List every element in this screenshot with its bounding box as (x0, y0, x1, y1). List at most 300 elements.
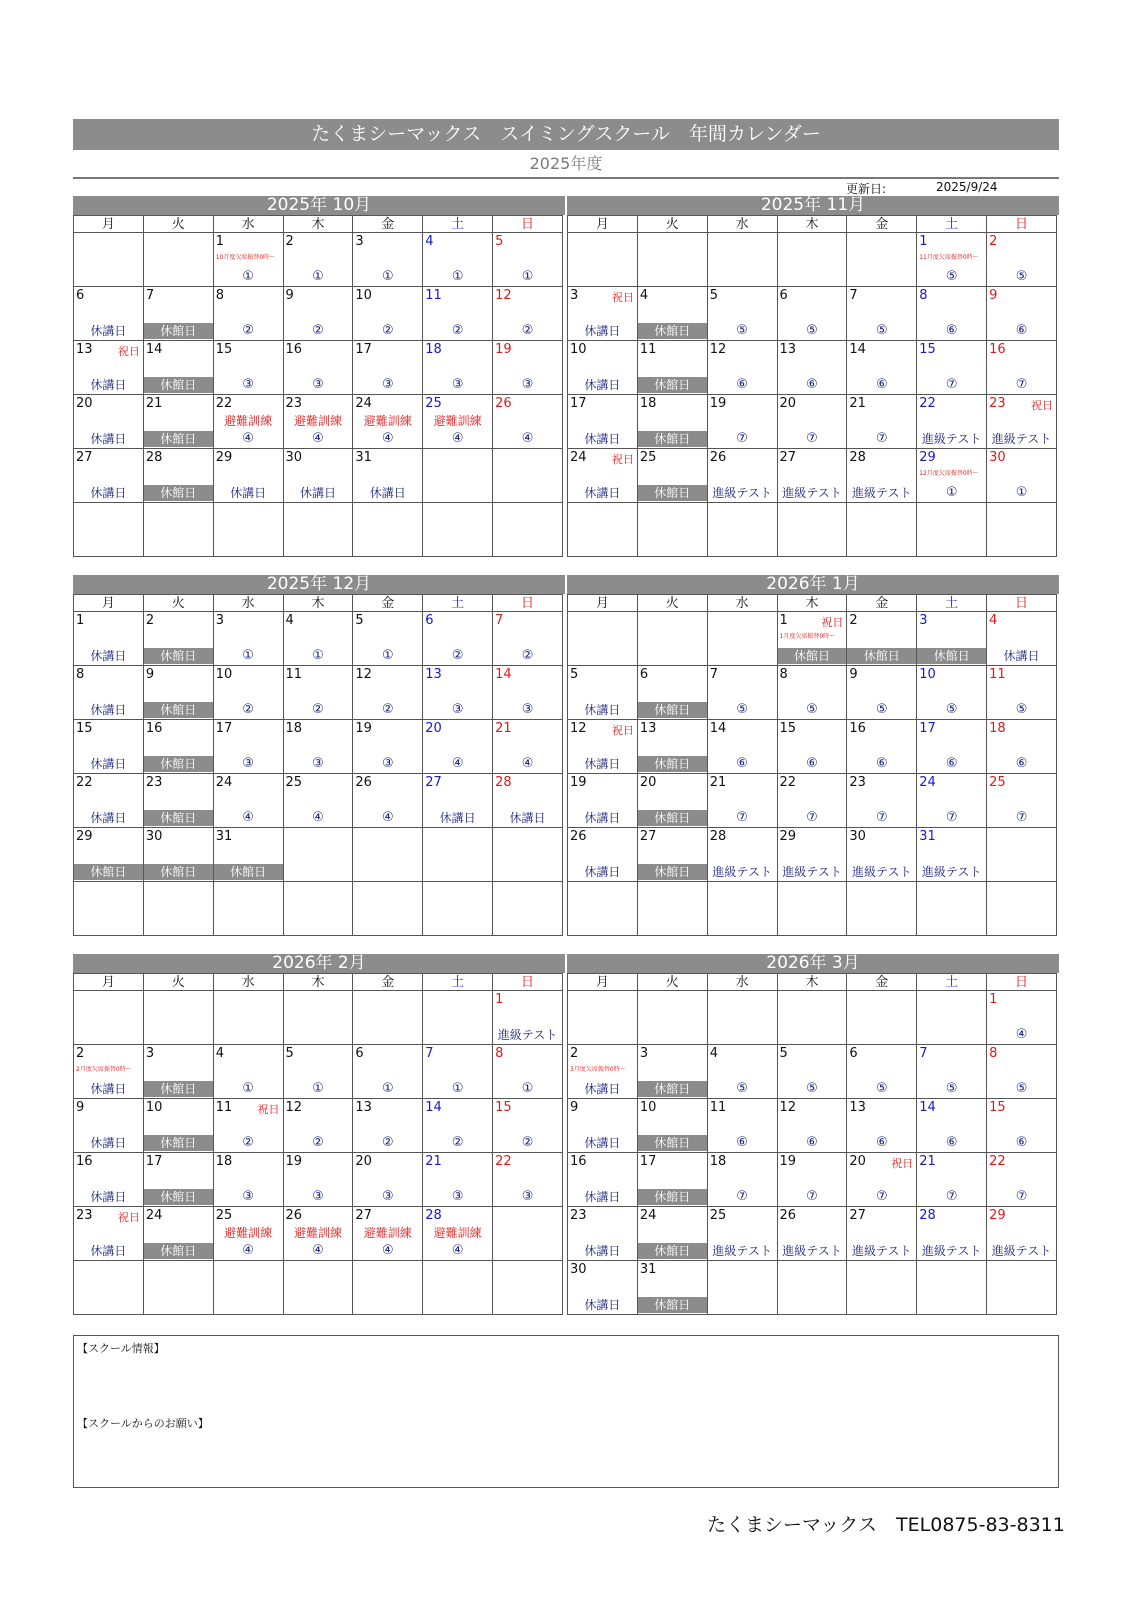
lesson-status: 進級テスト (712, 865, 772, 879)
day-cell (568, 1207, 638, 1261)
day-cell (283, 395, 353, 449)
weekday-header: 水 (707, 595, 777, 612)
lesson-status: 進級テスト (921, 432, 982, 446)
day-cell (777, 449, 847, 503)
empty-day-cell (637, 503, 707, 557)
day-cell (637, 828, 707, 882)
lesson-week-number: ④ (381, 431, 394, 446)
day-cell (213, 1045, 283, 1099)
day-number: 31 (215, 829, 233, 844)
day-cell (213, 341, 283, 395)
lesson-week-number: ④ (312, 1243, 324, 1258)
lesson-status: 進級テスト (852, 865, 912, 879)
day-number: 1 (215, 234, 224, 249)
day-number: 20 (355, 1154, 372, 1169)
lesson-week-number: ③ (242, 1189, 254, 1204)
day-cell (213, 449, 283, 503)
day-cell (917, 233, 987, 287)
day-cell (847, 612, 917, 666)
lesson-week-number: ④ (381, 810, 394, 825)
day-number: 8 (989, 1046, 998, 1061)
day-cell (493, 720, 563, 774)
lesson-status: 休講日 (584, 1298, 621, 1312)
holiday-marker: 祝日 (891, 1157, 914, 1170)
day-number: 27 (425, 775, 442, 790)
day-number: 4 (425, 234, 434, 249)
day-cell (74, 1045, 144, 1099)
day-number: 7 (495, 613, 504, 628)
day-number: 13 (76, 342, 93, 357)
lesson-week-number: ③ (521, 377, 534, 392)
lesson-week-number: ③ (521, 702, 534, 717)
empty-day-cell (493, 828, 563, 882)
day-number: 14 (709, 721, 727, 736)
month-calendar (567, 196, 1059, 557)
day-number: 21 (425, 1154, 442, 1169)
day-cell (353, 341, 423, 395)
lesson-week-number: ④ (521, 756, 534, 771)
day-number: 4 (639, 288, 649, 303)
day-cell (847, 341, 917, 395)
weekday-header: 水 (213, 216, 283, 233)
week-row (568, 395, 1057, 449)
weekday-header: 火 (143, 974, 213, 991)
day-number: 11 (709, 1100, 727, 1115)
month-title: 2026年 1月 (567, 575, 1059, 594)
day-number: 5 (495, 234, 504, 249)
closed-day-label: 休館日 (638, 431, 707, 447)
day-number: 22 (215, 396, 233, 411)
day-number: 8 (215, 288, 224, 303)
lesson-week-number: ⑤ (875, 702, 888, 717)
day-number: 20 (76, 396, 93, 411)
lesson-status: 休講日 (90, 1082, 127, 1096)
empty-day-cell (568, 503, 638, 557)
day-number: 4 (709, 1046, 718, 1061)
day-cell (423, 341, 493, 395)
evacuation-drill-event: 避難訓練 (433, 414, 482, 428)
day-cell (987, 341, 1057, 395)
week-row (74, 1099, 563, 1153)
empty-day-cell (777, 1261, 847, 1315)
day-number: 14 (145, 342, 163, 357)
day-number: 26 (779, 1208, 797, 1223)
lesson-week-number: ④ (242, 431, 254, 446)
day-cell (423, 395, 493, 449)
day-cell (423, 774, 493, 828)
day-cell (917, 395, 987, 449)
weekday-header: 土 (917, 595, 987, 612)
holiday-marker: 祝日 (611, 291, 634, 304)
lesson-status: 休講日 (584, 486, 621, 500)
day-cell (568, 828, 638, 882)
empty-day-cell (987, 828, 1057, 882)
lesson-status: 休講日 (509, 811, 546, 825)
lesson-status: 進級テスト (852, 486, 912, 500)
weekday-header: 金 (847, 216, 917, 233)
day-cell (777, 720, 847, 774)
day-number: 19 (355, 721, 372, 736)
closed-day-label: 休館日 (144, 377, 213, 393)
day-cell (74, 341, 144, 395)
day-number: 28 (849, 450, 866, 465)
day-number: 27 (76, 450, 93, 465)
lesson-status: 休講日 (584, 324, 621, 338)
day-cell (637, 341, 707, 395)
day-number: 16 (989, 342, 1006, 357)
weekday-header-row (568, 974, 1057, 991)
closed-day-label: 休館日 (74, 864, 143, 880)
day-cell (847, 1207, 917, 1261)
empty-day-cell (143, 1261, 213, 1315)
lesson-status: 進級テスト (921, 1244, 982, 1258)
lesson-week-number: ⑤ (945, 702, 958, 717)
day-number: 30 (849, 829, 866, 844)
weekday-header: 金 (353, 974, 423, 991)
day-number: 8 (919, 288, 928, 303)
day-cell (353, 720, 423, 774)
lesson-week-number: ⑥ (945, 323, 958, 338)
day-number: 16 (76, 1154, 93, 1169)
day-cell (213, 1153, 283, 1207)
month-table (73, 973, 563, 1315)
empty-day-cell (213, 503, 283, 557)
day-cell (987, 233, 1057, 287)
day-number: 1 (919, 234, 928, 249)
day-number: 13 (849, 1100, 866, 1115)
weekday-header-row (74, 595, 563, 612)
day-number: 18 (709, 1154, 727, 1169)
day-cell (707, 449, 777, 503)
closed-day-label: 休館日 (638, 810, 707, 826)
lesson-week-number: ③ (312, 756, 324, 771)
day-number: 14 (919, 1100, 936, 1115)
week-row (74, 341, 563, 395)
empty-day-cell (74, 991, 144, 1045)
day-cell (213, 1207, 283, 1261)
day-cell (423, 612, 493, 666)
empty-day-cell (917, 1261, 987, 1315)
day-number: 20 (639, 775, 657, 790)
week-row (568, 991, 1057, 1045)
day-cell (637, 395, 707, 449)
empty-day-cell (213, 882, 283, 936)
makeup-note: 3月度欠席振替0時～ (570, 1066, 626, 1073)
empty-day-cell (74, 503, 144, 557)
day-number: 7 (145, 288, 155, 303)
weekday-header: 木 (283, 974, 353, 991)
day-cell (423, 1207, 493, 1261)
day-number: 10 (919, 667, 936, 682)
day-cell (353, 233, 423, 287)
day-number: 8 (495, 1046, 504, 1061)
lesson-week-number: ⑥ (736, 756, 748, 771)
info-box (73, 1335, 1059, 1488)
day-cell (847, 1045, 917, 1099)
week-row (568, 341, 1057, 395)
day-number: 7 (919, 1046, 928, 1061)
lesson-week-number: ① (242, 1081, 254, 1096)
day-cell (74, 1207, 144, 1261)
week-row (74, 612, 563, 666)
weekday-header: 火 (637, 595, 707, 612)
day-number: 2 (76, 1046, 85, 1061)
lesson-week-number: ⑤ (875, 323, 888, 338)
lesson-week-number: ③ (451, 702, 464, 717)
day-number: 12 (495, 288, 512, 303)
day-number: 27 (779, 450, 797, 465)
lesson-status: 休講日 (584, 432, 621, 446)
lesson-status: 休講日 (584, 1244, 621, 1258)
day-cell (74, 828, 144, 882)
day-number: 15 (76, 721, 93, 736)
lesson-status: 休講日 (90, 1190, 127, 1204)
empty-day-cell (143, 233, 213, 287)
empty-day-cell (74, 1261, 144, 1315)
day-cell (917, 1099, 987, 1153)
empty-day-cell (568, 612, 638, 666)
holiday-marker: 祝日 (611, 724, 634, 737)
day-number: 30 (285, 450, 303, 465)
lesson-week-number: ② (521, 648, 534, 663)
lesson-status: 休講日 (584, 811, 621, 825)
day-number: 6 (639, 667, 649, 682)
day-number: 6 (849, 1046, 858, 1061)
lesson-status: 休講日 (439, 811, 476, 825)
empty-day-cell (143, 882, 213, 936)
empty-day-cell (987, 882, 1057, 936)
day-cell (847, 449, 917, 503)
day-cell (74, 720, 144, 774)
day-number: 24 (570, 450, 587, 465)
lesson-week-number: ⑦ (736, 1189, 748, 1204)
day-number: 16 (570, 1154, 587, 1169)
lesson-week-number: ③ (242, 756, 254, 771)
lesson-week-number: ⑦ (875, 1189, 888, 1204)
day-number: 5 (779, 1046, 788, 1061)
day-cell (493, 1099, 563, 1153)
day-number: 30 (570, 1262, 587, 1277)
day-cell (353, 1207, 423, 1261)
day-number: 11 (639, 342, 657, 357)
day-cell (283, 233, 353, 287)
closed-day-label: 休館日 (144, 1135, 213, 1151)
lesson-week-number: ③ (381, 1189, 394, 1204)
day-cell (568, 1153, 638, 1207)
day-number: 9 (570, 1100, 579, 1115)
lesson-week-number: ① (381, 1081, 394, 1096)
day-cell (987, 720, 1057, 774)
weekday-header: 日 (493, 216, 563, 233)
lesson-week-number: ① (521, 1081, 534, 1096)
month-calendar (73, 575, 565, 936)
empty-day-cell (917, 991, 987, 1045)
day-number: 29 (215, 450, 233, 465)
day-cell (917, 287, 987, 341)
weekday-header: 火 (143, 216, 213, 233)
day-cell (987, 1099, 1057, 1153)
day-cell (637, 720, 707, 774)
day-cell (987, 287, 1057, 341)
day-number: 22 (919, 396, 936, 411)
lesson-status: 休講日 (584, 703, 621, 717)
day-number: 7 (425, 1046, 434, 1061)
lesson-week-number: ⑥ (806, 1135, 818, 1150)
day-number: 29 (989, 1208, 1006, 1223)
week-row (74, 233, 563, 287)
weekday-header: 水 (707, 974, 777, 991)
day-number: 24 (215, 775, 233, 790)
day-number: 21 (145, 396, 163, 411)
weekday-header: 水 (213, 595, 283, 612)
day-number: 8 (779, 667, 788, 682)
day-number: 5 (355, 613, 364, 628)
day-number: 8 (76, 667, 85, 682)
day-cell (707, 1153, 777, 1207)
day-cell (143, 1099, 213, 1153)
day-number: 3 (570, 288, 579, 303)
month-title: 2026年 3月 (567, 954, 1059, 973)
day-number: 24 (355, 396, 372, 411)
lesson-week-number: ② (381, 323, 394, 338)
day-number: 3 (919, 613, 928, 628)
day-cell (568, 395, 638, 449)
day-cell (283, 449, 353, 503)
day-number: 22 (989, 1154, 1006, 1169)
day-number: 18 (639, 396, 657, 411)
day-number: 27 (639, 829, 657, 844)
lesson-week-number: ⑥ (875, 377, 888, 392)
day-number: 31 (639, 1262, 657, 1277)
lesson-week-number: ③ (451, 1189, 464, 1204)
day-number: 2 (989, 234, 998, 249)
lesson-week-number: ② (312, 702, 324, 717)
lesson-week-number: ② (521, 1135, 534, 1150)
closed-day-label: 休館日 (638, 377, 707, 393)
day-number: 14 (425, 1100, 442, 1115)
closed-day-label: 休館日 (144, 864, 213, 880)
day-number: 9 (145, 667, 155, 682)
day-cell (917, 1045, 987, 1099)
day-cell (777, 287, 847, 341)
day-cell (283, 1045, 353, 1099)
closed-day-label: 休館日 (144, 1243, 213, 1259)
empty-day-cell (423, 503, 493, 557)
lesson-week-number: ⑦ (945, 1189, 958, 1204)
day-cell (568, 1045, 638, 1099)
lesson-week-number: ⑤ (736, 702, 748, 717)
evacuation-drill-event: 避難訓練 (293, 1226, 342, 1240)
lesson-week-number: ⑥ (806, 377, 818, 392)
day-number: 6 (425, 613, 434, 628)
empty-day-cell (568, 882, 638, 936)
week-row (74, 991, 563, 1045)
day-cell (143, 449, 213, 503)
lesson-status: 休講日 (230, 486, 267, 500)
weekday-header-row (568, 216, 1057, 233)
week-row (568, 666, 1057, 720)
day-number: 1 (495, 992, 504, 1007)
day-number: 12 (779, 1100, 797, 1115)
empty-day-cell (707, 233, 777, 287)
day-cell (707, 287, 777, 341)
day-cell (917, 1153, 987, 1207)
lesson-week-number: ⑤ (1015, 1081, 1028, 1096)
weekday-header: 土 (423, 595, 493, 612)
day-number: 29 (779, 829, 797, 844)
lesson-week-number: ③ (521, 1189, 534, 1204)
day-cell (423, 1045, 493, 1099)
week-row (568, 449, 1057, 503)
day-number: 17 (145, 1154, 163, 1169)
day-cell (283, 1153, 353, 1207)
day-cell (283, 666, 353, 720)
lesson-week-number: ② (451, 1135, 464, 1150)
evacuation-drill-event: 避難訓練 (363, 1226, 412, 1240)
day-number: 9 (76, 1100, 85, 1115)
lesson-week-number: ④ (312, 431, 324, 446)
day-number: 7 (709, 667, 718, 682)
day-number: 20 (849, 1154, 866, 1169)
day-cell (568, 287, 638, 341)
day-number: 13 (639, 721, 657, 736)
header-divider (73, 177, 1059, 179)
day-number: 17 (570, 396, 587, 411)
day-cell (423, 233, 493, 287)
day-number: 17 (919, 721, 936, 736)
lesson-week-number: ② (242, 702, 254, 717)
day-cell (213, 828, 283, 882)
day-number: 26 (495, 396, 512, 411)
empty-day-cell (707, 503, 777, 557)
day-number: 25 (709, 1208, 727, 1223)
week-row (568, 233, 1057, 287)
day-number: 17 (355, 342, 372, 357)
day-cell (283, 774, 353, 828)
makeup-note: 11月度欠席振替0時～ (919, 254, 979, 261)
day-cell (847, 720, 917, 774)
week-row (568, 720, 1057, 774)
month-table (567, 215, 1057, 557)
day-cell (707, 720, 777, 774)
day-cell (568, 774, 638, 828)
empty-day-cell (493, 449, 563, 503)
lesson-week-number: ⑦ (1015, 810, 1028, 825)
closed-day-label: 休館日 (144, 648, 213, 664)
closed-day-label: 休館日 (917, 648, 986, 664)
lesson-status: 進級テスト (782, 486, 842, 500)
day-cell (423, 1153, 493, 1207)
day-cell (353, 1153, 423, 1207)
day-cell (74, 612, 144, 666)
day-cell (74, 1153, 144, 1207)
lesson-status: 進級テスト (712, 486, 772, 500)
empty-day-cell (707, 882, 777, 936)
lesson-status: 休講日 (90, 757, 127, 771)
empty-day-cell (777, 991, 847, 1045)
month-title: 2026年 2月 (73, 954, 565, 973)
school-request-heading: 【スクールからのお願い】 (77, 1417, 209, 1430)
empty-day-cell (917, 882, 987, 936)
lesson-week-number: ⑤ (806, 1081, 818, 1096)
lesson-week-number: ② (451, 648, 464, 663)
day-number: 21 (849, 396, 866, 411)
school-info-heading: 【スクール情報】 (77, 1342, 165, 1355)
day-cell (777, 1207, 847, 1261)
weekday-header: 日 (987, 595, 1057, 612)
month-table (73, 215, 563, 557)
day-number: 24 (919, 775, 936, 790)
